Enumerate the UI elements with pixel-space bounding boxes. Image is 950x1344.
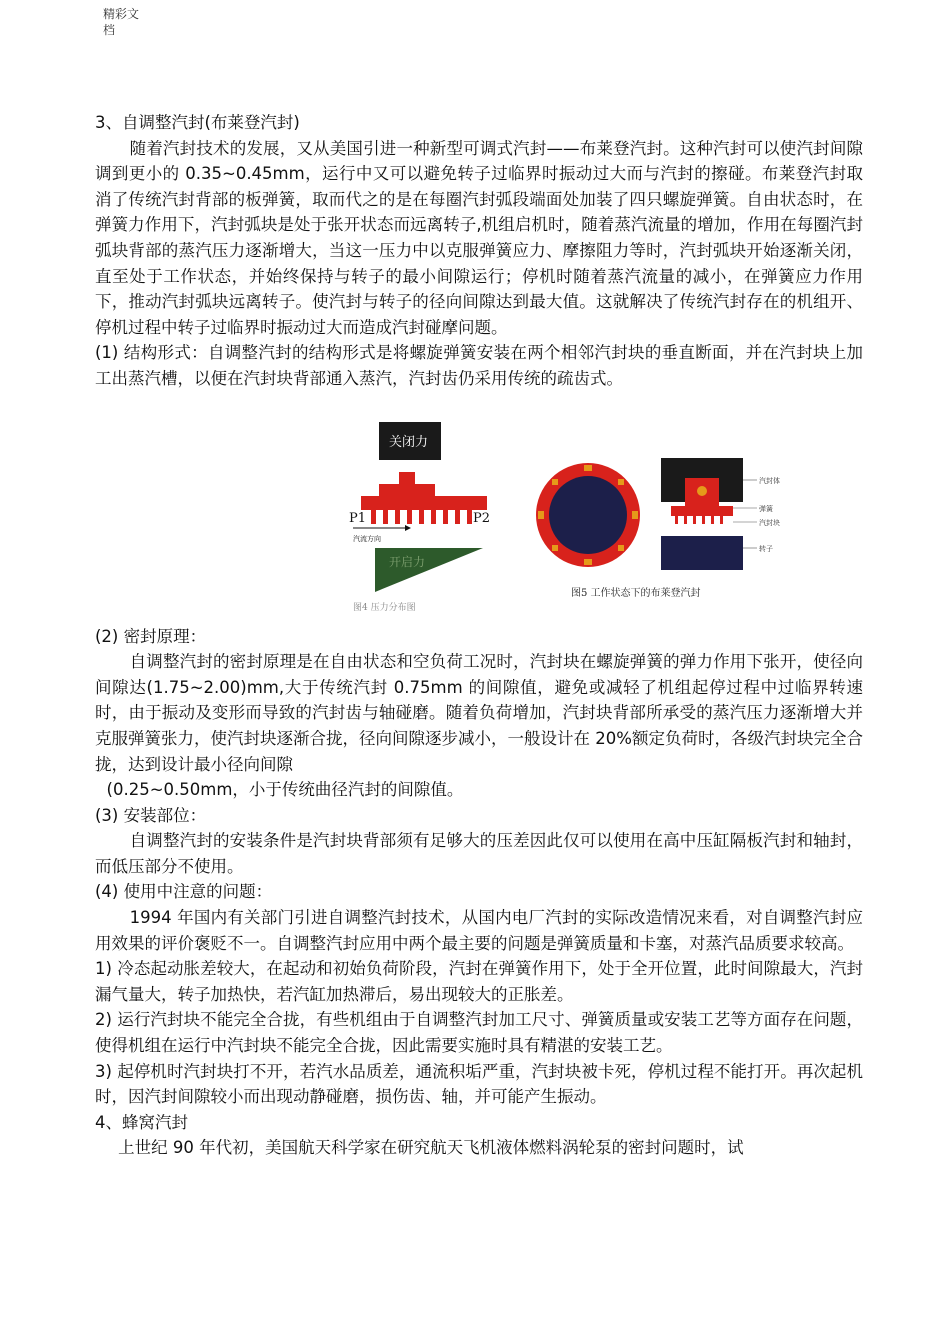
note-item-2: 2) 运行汽封块不能完全合拢，有些机组由于自调整汽封加工尺寸、弹簧质量或安装工艺等方面存在问题，使得机组在运行中汽封块不能完全合拢，因此需要实施时具有精湛的安装工艺。	[95, 1010, 863, 1056]
figure-row	[95, 416, 863, 620]
label-segment: 汽封块	[759, 518, 780, 527]
section-3-title: 3、自调整汽封(布莱登汽封)	[95, 113, 300, 132]
pressure-diagram	[349, 416, 499, 612]
note-item-1: 1) 冷态起动胀差较大，在起动和初始负荷阶段，汽封在弹簧作用下，处于全开位置，此时间隙最大，汽封漏气量大，转子加热快，若汽缸加热滞后，易出现较大的正胀差。	[95, 959, 863, 1004]
rotor-section	[661, 536, 743, 570]
principle-paragraph: 自调整汽封的密封原理是在自由状态和空负荷工况时，汽封块在螺旋弹簧的弹力作用下张开，使径向间隙达(1.75~2.00)mm,大于传统汽封 0.75mm 的间隙值，避免或减轻了机组起停过程中过临界转速时，由于振动及变形而导致的汽封齿与轴碰磨。随着负荷增加，汽封块背部所承受的蒸汽压力逐渐增大并克服弹簧张力，使汽封块逐渐合拢，径向间隙逐步减小，一般设计在 20%额定负荷时，各级汽封块完全合拢，达到设计最小径向间隙	[95, 652, 863, 774]
seal-teeth	[371, 510, 472, 524]
install-paragraph: 自调整汽封的安装条件是汽封块背部须有足够大的压差因此仅可以使用在高中压缸隔板汽封和轴封，而低压部分不使用。	[95, 831, 863, 876]
left-figure-caption: 图4 压力分布图	[353, 602, 416, 612]
right-figure-caption: 图5 工作状态下的布莱登汽封	[571, 587, 701, 599]
seal-body	[361, 496, 487, 510]
notes-title: (4) 使用中注意的问题：	[95, 882, 273, 902]
header-line-1: 精彩文	[103, 7, 140, 21]
label-spring: 弹簧	[759, 504, 773, 513]
p1-label: P1	[349, 510, 367, 526]
p2-label: P2	[473, 510, 491, 526]
section-4-title: 4、蜂窝汽封	[95, 1112, 188, 1132]
header-line-2: 档	[103, 23, 116, 37]
seal-top	[379, 484, 435, 496]
notes-paragraph: 1994 年国内有关部门引进自调整汽封技术，从国内电厂汽封的实际改造情况来看，对自调整汽封应用效果的评价褒贬不一。自调整汽封应用中两个最主要的问题是弹簧质量和卡塞，对蒸汽品质要求较高。	[95, 908, 863, 953]
structure-paragraph: (1) 结构形式：自调整汽封的结构形式是将螺旋弹簧安装在两个相邻汽封块的垂直断面，并在汽封块上加工出蒸汽槽，以便在汽封块背部通入蒸汽，汽封齿仍采用传统的疏齿式。	[95, 343, 863, 388]
seal-neck	[399, 472, 415, 486]
page-header	[103, 6, 163, 38]
closing-force-label: 关闭力	[389, 434, 429, 450]
install-title: (3) 安装部位：	[95, 805, 207, 825]
opening-force-label: 开启力	[389, 554, 426, 569]
label-casing: 汽封体	[759, 476, 780, 485]
seal-ring-diagram	[533, 460, 643, 570]
principle-end: (0.25~0.50mm，小于传统曲径汽封的间隙值。	[106, 780, 464, 800]
label-rotor: 转子	[759, 544, 773, 553]
principle-title: (2) 密封原理：	[95, 626, 207, 646]
section-3-intro: 随着汽封技术的发展，又从美国引进一种新型可调式汽封——布莱登汽封。这种汽封可以使汽封间隙调到更小的 0.35~0.45mm，运行中又可以避免转子过临界时振动过大而与汽封的擦碰。布莱登汽封取消了传统汽封背部的板弹簧，取而代之的是在每圈汽封弧段端面处加装了四只螺旋弹簧。自由状态时，在弹簧力作用下，汽封弧块是处于张开状态而远离转子,机组启机时，随着蒸汽流量的增加，作用在每圈汽封弧块背部的蒸汽压力逐渐增大，当这一压力中以克服弹簧应力、摩擦阻力等时，汽封弧块开始逐渐关闭，直至处于工作状态，并始终保持与转子的最小间隙运行；停机时随着蒸汽流量的减小，在弹簧应力作用下，推动汽封弧块远离转子。使汽封与转子的径向间隙达到最大值。这就解决了传统汽封存在的机组开、停机过程中转子过临界时振动过大而造成汽封碰摩问题。	[95, 138, 863, 337]
spring-circle	[697, 486, 707, 496]
note-item-3: 3) 起停机时汽封块打不开，若汽水品质差，通流积垢严重，汽封块被卡死，停机过程不能打开。再次起机时，因汽封间隙较小而出现动静碰磨，损伤齿、轴，并可能产生振动。	[95, 1061, 863, 1107]
section-teeth	[675, 516, 723, 524]
section-4-intro: 上世纪 90 年代初，美国航天科学家在研究航天飞机液体燃料涡轮泵的密封问题时，试	[118, 1138, 744, 1158]
flow-label: 汽流方向	[353, 534, 381, 543]
rotor-core	[549, 476, 627, 554]
seal-section-diagram	[661, 458, 811, 570]
document-body	[95, 110, 863, 1161]
